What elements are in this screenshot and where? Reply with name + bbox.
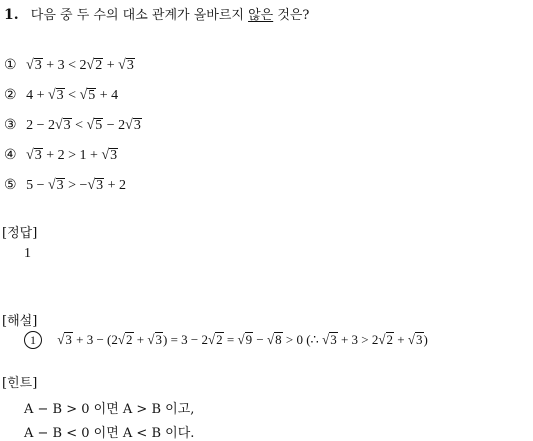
choice-mark: ④ <box>4 148 17 163</box>
question-text-before: 다음 중 두 수의 대소 관계가 올바르지 <box>30 8 249 23</box>
explanation-mark: 1 <box>24 331 42 349</box>
explanation-body: 1 √3 + 3 − (2√2 + √3) = 3 − 2√2 = √9 − √8 > 0 (∴ √3 + 3 > 2√2 + √3) <box>24 331 428 349</box>
hint-label: [힌트] <box>2 376 38 391</box>
choice-4[interactable]: ④ √3 + 2 > 1 + √3 <box>4 147 118 164</box>
choice-mark: ③ <box>4 118 17 133</box>
question-underlined: 않은 <box>248 8 274 23</box>
choice-mark: ① <box>4 58 17 73</box>
choice-5[interactable]: ⑤ 5 − √3 > −√3 + 2 <box>4 177 127 194</box>
choice-2[interactable]: ② 4 + √3 < √5 + 4 <box>4 87 119 104</box>
answer-label: [정답] <box>2 226 38 241</box>
answer-value: 1 <box>24 246 31 261</box>
question-number: 1. <box>4 7 19 23</box>
question-text-after: 것은? <box>273 8 310 23</box>
choice-mark: ⑤ <box>4 178 17 193</box>
choice-mark: ② <box>4 88 17 103</box>
question <box>4 4 309 23</box>
choice-1[interactable]: ① √3 + 3 < 2√2 + √3 <box>4 57 134 74</box>
hint-line-2: A − B < 0 이면 A < B 이다. <box>24 426 195 441</box>
choice-3[interactable]: ③ 2 − 2√3 < √5 − 2√3 <box>4 117 141 134</box>
explanation-label: [해설] <box>2 314 38 329</box>
hint-line-1: A − B > 0 이면 A > B 이고, <box>24 402 195 417</box>
